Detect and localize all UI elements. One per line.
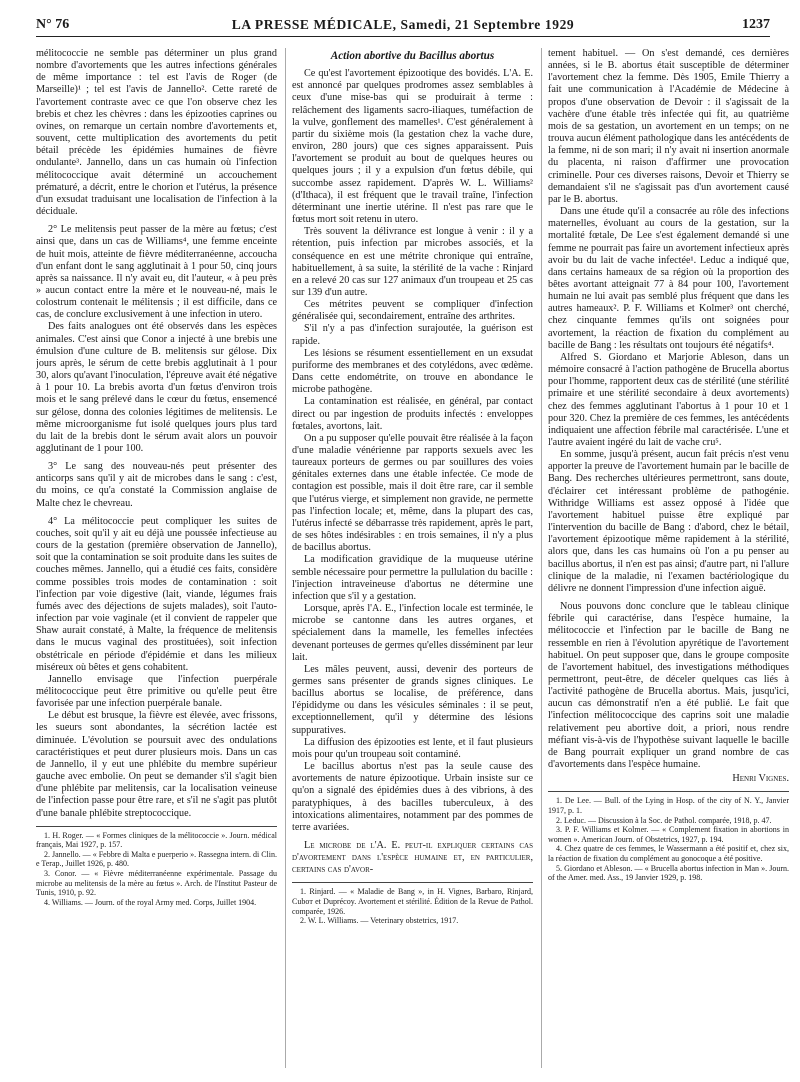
paragraph: Le bacillus abortus n'est pas la seule cause des avortements de nature épizootique. Urbain insiste sur ce qu'on a signalé des épidémies dues à des vibrions, à des paratyphiques, à des bacilles tuberculeux, à des intoxications alimentaires, notamment par des pommes de terre avariées.	[292, 761, 533, 833]
footnote: 2. Jannello. — « Febbre di Malta e puerperio ». Rassegna intern. di Clin. e Terap., Juillet 1926, p. 480.	[36, 849, 277, 869]
footnote: 1. Rinjard. — « Maladie de Bang », in H. Vignes, Barbaro, Rinjard, Cuboт et Duprécoy. Avortement et stérilité. Édition de la Revue de Pathol. comparée, 1926.	[292, 887, 533, 916]
footnote: 1. De Lee. — Bull. of the Lying in Hosp. of the city of N. Y., Janvier 1917, p. 1.	[548, 796, 789, 815]
footnote: 2. Leduc. — Discussion à la Soc. de Pathol. comparée, 1918, p. 47.	[556, 815, 772, 825]
paragraph: Ce qu'est l'avortement épizootique des bovidés. L'A. E. est annoncé par quelques prodromes assez semblables à ceux d'une mise-bas qui se produirait à terme : relâchement des ligaments sacro-iliaques, tuméfaction de la vulve, gonflement des mamelles¹. C'est généralement à partir du sixième mois (la gestation chez la vache dure, environ, 280 jours) que ces signes apparaissent. Puis l'avortement se produit au bout de quelques heures ou quelques jours ; il y a expulsion d'un fœtus débile, qui succombe assez rapidement. D'après W. L. Williams² (d'Ithaca), il est fréquent que le travail traîne, l'infection déterminant une inertie utérine. Il n'est pas rare que le fœtus mort soit retenu in utero.	[292, 68, 533, 226]
footnote: 3. P. F. Williams et Kolmer. — « Complement fixation in abortions in women ». American Journ. of Obstetrics, 1927, p. 194.	[548, 825, 789, 844]
footnote: 1. H. Roger. — « Formes cliniques de la mélitococcie ». Journ. médical français, Mai 1927, p. 157.	[36, 830, 277, 850]
paragraph: Le microbe de l'A. E. peut-il expliquer certains cas d'avortement dans l'espèce humaine et, en particulier, certains cas d'avor-	[292, 840, 533, 876]
column-divider	[541, 48, 542, 1068]
section-heading: Action abortive du Bacillus abortus	[330, 50, 495, 62]
paragraph: Très souvent la délivrance est longue à venir : il y a rétention, puis infection par microbes associés, et la conséquence en est une métrite chronique qui entraîne, habituellement, à sa suite, la stérilité de la vache : Rinjard en a relevé 20 cas sur 127 animaux d'un troupeau et 25 cas sur 139 d'un autre.	[292, 226, 533, 298]
paragraph: On a pu supposer qu'elle pouvait être réalisée à la façon d'une maladie vénérienne par rapports sexuels avec les taureaux porteurs de germes ou par souillures des voies génitales externes dans une étable infectée. Ce mode de contagion est possible, mais il doit être rare, car il semble que l'utérus vierge, et simplement non gravide, ne permette pas l'infection locale; et, même, dans la plupart des cas, l'utérus infecté se débarrasse très rapidement, après le part, de ses hôtes indésirables : en trois semaines, il n'y a plus de bacillus abortus.	[292, 432, 533, 554]
paragraph: La contamination est réalisée, en général, par contact direct ou par ingestion de produits infectés : enveloppes fœtales, avortons, lait.	[292, 396, 533, 432]
footnote: 2. W. L. Williams. — Veterinary obstetrics, 1917.	[300, 916, 459, 926]
paragraph: 2° Le melitensis peut passer de la mère au fœtus; c'est ainsi que, dans un cas de Williams⁴, une femme enceinte de huit mois, atteinte de fièvre méditerranéenne, accoucha d'un enfant dont le sang agglutinait à 1 pour 50, cinq jours après sa naissance. Il n'y avait eu, dit l'auteur, « à peu près » aucun contact entre la mère et le nouveau-né, mais le colostrum contenait le mélitensis ; il est difficile, dans ce cas, de conclure exclusivement à une infection in utero.	[36, 224, 277, 321]
author-signature: Henri Vignes.	[732, 773, 789, 785]
page-number: 1237	[742, 17, 770, 32]
footnote: 4. Chez quatre de ces femmes, le Wassermann a été positif et, chez six, la réaction de fixation du complément au gonocoque a été positive.	[548, 844, 789, 863]
paragraph: tement habituel. — On s'est demandé, ces dernières années, si le B. abortus était susceptible de déterminer l'avortement chez la femme. Dès 1905, Emile Thierry a fait une communication à l'Académie de Médecine à propos d'une observation de Devoir : il s'agissait de la vachère d'une étable très infectée qui fit, au quatrième mois de sa gestation, un avortement en un temps; on ne trouva aucun élément pathologique dans les antécédents de la femme, ni de son mari; il n'y avait ni insertion anormale du placenta, ni raison d'affirmer une provocation criminelle. Pour ces diverses raisons, Devoir et Thierry se demandaient s'il ne s'agissait pas d'un avortement causé par le B. abortus.	[548, 48, 789, 205]
paragraph: La modification gravidique de la muqueuse utérine semble nécessaire pour permettre la pullulation du bacille : l'injection intraveineuse d'abortus ne détermine une infection que s'il y a gestation.	[292, 554, 533, 602]
issue-number: N° 76	[36, 17, 70, 32]
page-header	[36, 14, 770, 37]
paragraph: Alfred S. Giordano et Marjorie Ableson, dans un mémoire consacré à l'action pathogène de Brucella abortus pour l'homme, rapportent deux cas de stérilité (une stérilité primaire et une stérilité secondaire à deux avortements) chez des femmes agglutinant l'abortus à 1 pour 10 et 1 pour 320. Chez la première de ces femmes, les antécédents indiquaient une affection fébrile mal caractérisée. L'une et l'autre avaient ingéré du lait de vache cru⁵.	[548, 351, 789, 448]
column-left	[36, 48, 277, 1078]
paragraph: Des faits analogues ont été observés dans les espèces animales. C'est ainsi que Conor a injecté à une brebis une émulsion d'une culture de B. melitensis sur gélose. Dix jours après, le sérum de cette brebis agglutinait à 1 pour 30, alors qu'avant l'inoculation, l'épreuve avait été négative à 1 pour 10. La brebis avorta d'un fœtus d'environ trois mois et le sang prélevé dans le cœur du fœtus, ensemencé sur gélose, donna des colonies légitimes de melitensis. Le même microorganisme fut isolé quelques jours plus tard du lait de la brebis dont le sérum avait alors un pouvoir agglutinant de 1 pour 100.	[36, 321, 277, 454]
paragraph: La diffusion des épizooties est lente, et il faut plusieurs mois pour qu'un troupeau soit contaminé.	[292, 736, 533, 760]
paragraph: Le début est brusque, la fièvre est élevée, avec frissons, les sueurs sont abondantes, la sécrétion lactée est diminuée. L'évolution se poursuit avec des ondulations caractéristiques et peut durer plusieurs mois. Dans un cas de Jannello, il y eut une phlébite du membre supérieur gauche avec embolie. On peut se demander s'il s'agit bien d'une phlébite par melitensis, car la localisation veineuse de l'infection passe pour être rare, et s'il ne s'agit pas plutôt d'une banale phlébite streptococcique.	[36, 710, 277, 819]
paragraph: Ces métrites peuvent se compliquer d'infection généralisée qui, secondairement, entraîne des arthrites.	[292, 299, 533, 323]
footnotes	[548, 791, 789, 882]
paragraph: 4° La mélitococcie peut compliquer les suites de couches, soit qu'il y ait eu déjà une poussée infectieuse au cours de la gestation (première observation de Jannello), soit que la contamination se soit produite dans les suites de couches mêmes. Jannello, qui a étudié ces faits, considère comme possibles trois modes de contamination : soit l'infection par voie digestive (lait, viande, légumes frais fumés avec des déjections de sujets malades), soit l'auto-infection par voie vaginale (et il convient de rappeler que Shaw aurait constaté, à Malte, la fréquence de melitensis dans le mucus vaginal des prostituées), soit infection obstétricale en période d'épidémie et dans les milieux miséreux où bêtes et gens cohabitent.	[36, 515, 277, 673]
paragraph: 3° Le sang des nouveau-nés peut présenter des anticorps sans qu'il y ait de microbes dans le sang : c'est, du moins, ce qu'a constaté la Commission anglaise de Malte chez le chevreau.	[36, 461, 277, 509]
paragraph: Jannello envisage que l'infection puerpérale mélitococcique peut être primitive ou qu'elle peut être favorisée par une infection puerpérale banale.	[36, 673, 277, 710]
column-middle	[292, 48, 533, 1078]
footnote: 3. Conor. — « Fièvre méditerranéenne expérimentale. Passage du microbe au melitensis de la mère au fœtus ». Arch. de l'Institut Pasteur de Tunis, 1910, p. 92.	[36, 869, 277, 898]
footnotes	[36, 826, 277, 908]
paragraph: Lorsque, après l'A. E., l'infection locale est terminée, le microbe se cantonne dans les autres organes, et spécialement dans la mamelle, les femelles infectées devenant porteuses de germes qu'elles disséminent par leur lait.	[292, 603, 533, 663]
paragraph: Les lésions se résument essentiellement en un exsudat puriforme des membranes et des cotylédons, avec œdème. Dans cette endométrite, on trouve en abondance le microbe pathogène.	[292, 347, 533, 396]
footnote: 5. Giordano et Ableson. — « Brucella abortus infection in Man ». Journ. of the Amer. med. Ass., 19 Janvier 1929, p. 198.	[548, 863, 789, 883]
paragraph: S'il n'y a pas d'infection surajoutée, la guérison est rapide.	[292, 323, 533, 347]
publication-title: LA PRESSE MÉDICALE, Samedi, 21 Septembre 1929	[231, 17, 575, 32]
paragraph: mélitococcie ne semble pas déterminer un plus grand nombre d'avortements que les autres infections générales de même importance : tel est l'avis de Roger (de Marseille)¹ ; tel est l'avis de Jannello². Cette rareté de l'avortement contraste avec ce que l'on observe chez les brebis et chez les chèvres : dans les épizooties caprines ou ovines, on remarque un certain nombre d'avortements et, souvent, cette multiplication des avortements du petit bétail précède les épidémies humaines de fièvre ondulante³. Jannello, dans un cas humain où l'infection mélitococcique avait déterminé un accouchement prématuré, a décrit, entre le chorion et l'utérus, la présence d'un exsudat traduisant une localisation de l'infection à la déciduale.	[36, 48, 277, 218]
paragraph: En somme, jusqu'à présent, aucun fait précis n'est venu apporter la preuve de l'avortement humain par le bacille de Bang. Des recherches ultérieures permettront, sans doute, d'éclairer cet intéressant problème de pathogénie. Withridge Williams est assez opposé à l'idée que l'avortement habituel puisse être expliqué par l'intervention du bacille de Bang : d'abord, chez le bétail, l'avortement épizootique même rapidement à la stérilité, alors que, dans les cas humains où l'on a pu penser au bacillus abortus, il n'en est pas ainsi; d'autre part, ni l'allure clinique de la maladie, ni l'examen bactériologique du délivre ne donnent l'impression d'une infection aiguë.	[548, 449, 789, 594]
paragraph: Nous pouvons donc conclure que le tableau clinique fébrile qui caractérise, dans l'espèce humaine, la mélitococcie et l'infection par le bacille de Bang ne ressemble en rien à l'évolution apyrétique de l'avortement habituel. On peut supposer que, dans le groupe composite de l'avortement habituel, des investigations méthodiques permettront, peut-être, de déceler quelques cas liés à l'activité pathogène de Brucella abortus. Mais, jusqu'ici, aucun cas démonstratif n'en a été publié. Le fait que l'infection mélitococcique des caprins soit une maladie relativement peu abortive doit, a priori, nous rendre méfiant vis-à-vis de l'hypothèse suivant laquelle le bacille de Bang pourrait expliquer un grand nombre de cas d'avortements dans l'espèce humaine.	[548, 601, 789, 771]
column-divider	[285, 48, 286, 1068]
footnotes	[292, 882, 533, 925]
column-right	[548, 48, 789, 1078]
paragraph: Les mâles peuvent, aussi, devenir des porteurs de germes sans présenter de grands signes cliniques. Le bacillus abortus se localise, de préférence, dans l'épididyme ou dans les vésicules séminales : il se peut, exceptionnellement, qu'il y détermine des lésions suppuratives.	[292, 663, 533, 736]
footnote: 4. Williams. — Journ. of the royal Army med. Corps, Juillet 1904.	[44, 897, 257, 907]
paragraph: Dans une étude qu'il a consacrée au rôle des infections maternelles, évoluant au cours de la gestation, sur la mortalité fœtale, De Lee s'est également demandé si une femme ne pourrait pas faire un avortement infectieux après avoir bu du lait de vache infectée¹. Leduc a indiqué que, dans certains hameaux de sa région où la proportion des bêtes avortant atteignait 77 à 84 pour 100, l'avortement humain ne lui avait pas semblé plus fréquent que dans les autres hameaux². P. F. Williams et Kolmer³ ont cherché, chez cinquante femmes qu'ils ont soignées pour avortement, la réaction de fixation du complément au bacille de Bang : les résultats ont toujours été négatifs⁴.	[548, 206, 789, 351]
